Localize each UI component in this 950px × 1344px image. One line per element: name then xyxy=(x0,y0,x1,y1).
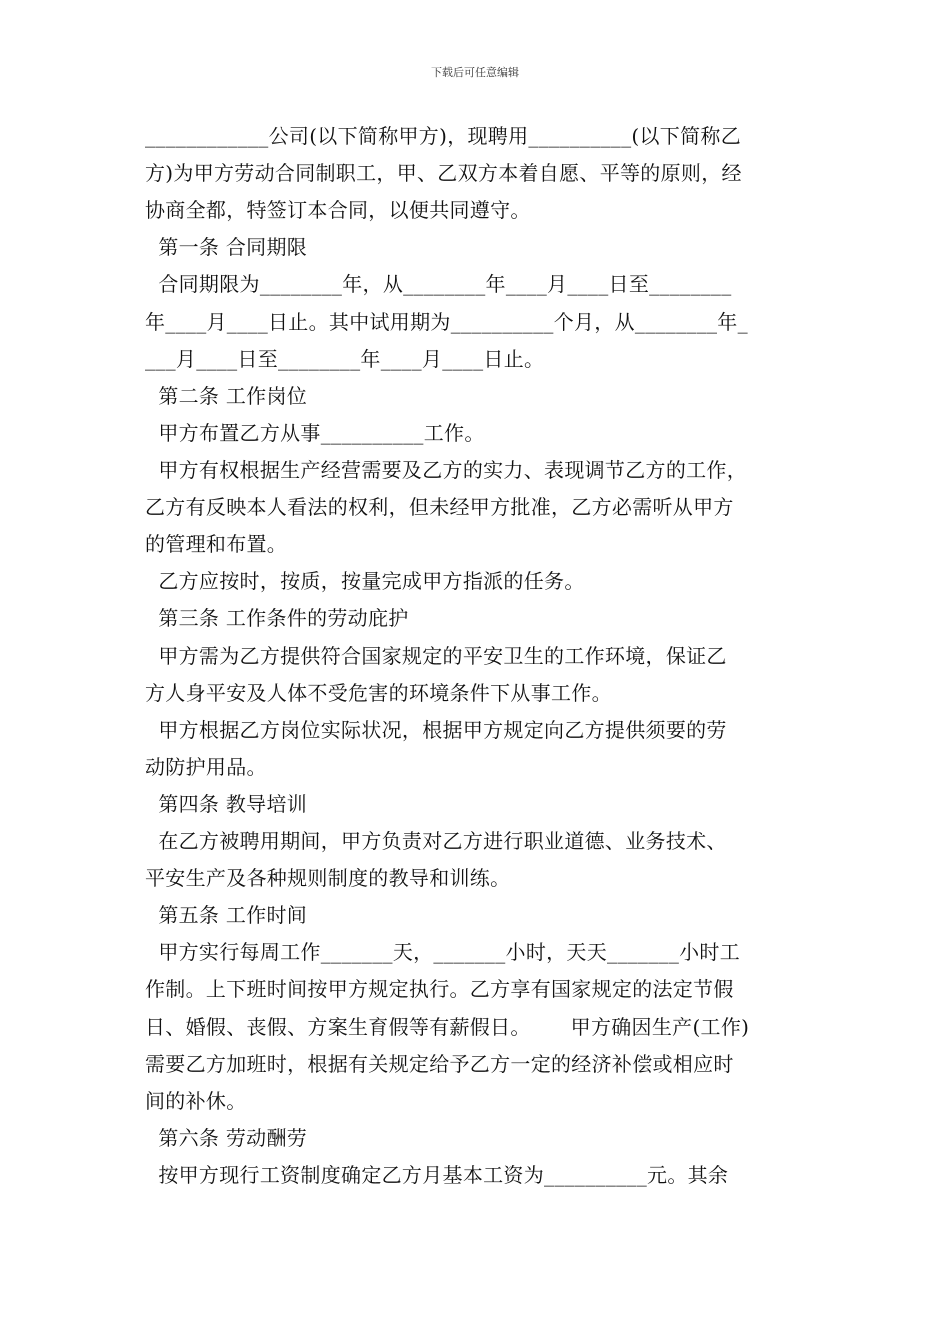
body-line: 乙方有反映本人看法的权利，但未经甲方批准，乙方必需听从甲方 xyxy=(145,495,734,519)
body-line: 按甲方现行工资制度确定乙方月基本工资为__________元。其余 xyxy=(145,1163,729,1187)
body-line: 日、婚假、丧假、方案生育假等有薪假日。 甲方确因生产(工作) xyxy=(145,1015,750,1039)
section-heading: 第三条 工作条件的劳动庇护 xyxy=(145,606,409,630)
body-line: ____________公司(以下简称甲方)，现聘用__________(以下简称乙 xyxy=(145,124,742,148)
body-line: 年____月____日止。其中试用期为__________个月，从________年_ xyxy=(145,310,748,334)
body-line: 甲方根据乙方岗位实际状况，根据甲方规定向乙方提供须要的劳 xyxy=(145,718,727,742)
section-heading: 第一条 合同期限 xyxy=(145,235,308,259)
body-line: 方人身平安及人体不受危害的环境条件下从事工作。 xyxy=(145,681,612,705)
section-heading: 第二条 工作岗位 xyxy=(145,384,308,408)
body-line: 甲方需为乙方提供符合国家规定的平安卫生的工作环境，保证乙 xyxy=(145,644,727,668)
page-header-note: 下载后可任意编辑 xyxy=(431,66,519,79)
body-line: 间的补休。 xyxy=(145,1089,247,1113)
body-line: 动防护用品。 xyxy=(145,755,267,779)
body-line: ___月____日至________年____月____日止。 xyxy=(145,347,545,371)
body-line: 合同期限为________年，从________年____月____日至________ xyxy=(145,272,732,296)
body-line: 作制。上下班时间按甲方规定执行。乙方享有国家规定的法定节假 xyxy=(145,977,734,1001)
body-line: 方)为甲方劳动合同制职工，甲、乙双方本着自愿、平等的原则，经 xyxy=(145,161,742,185)
section-heading: 第六条 劳动酬劳 xyxy=(145,1126,308,1150)
body-line: 需要乙方加班时，根据有关规定给予乙方一定的经济补偿或相应时 xyxy=(145,1052,734,1076)
body-line: 平安生产及各种规则制度的教导和训练。 xyxy=(145,866,511,890)
section-heading: 第五条 工作时间 xyxy=(145,903,308,927)
body-line: 甲方有权根据生产经营需要及乙方的实力、表现调节乙方的工作， xyxy=(145,458,748,482)
body-line: 甲方布置乙方从事__________工作。 xyxy=(145,421,485,445)
body-line: 协商全都，特签订本合同，以便共同遵守。 xyxy=(145,198,531,222)
section-heading: 第四条 教导培训 xyxy=(145,792,308,816)
body-line: 甲方实行每周工作_______天，_______小时，天天_______小时工 xyxy=(145,940,741,964)
body-line: 在乙方被聘用期间，甲方负责对乙方进行职业道德、业务技术、 xyxy=(145,829,727,853)
body-line: 乙方应按时，按质，按量完成甲方指派的任务。 xyxy=(145,569,585,593)
body-line: 的管理和布置。 xyxy=(145,532,288,556)
